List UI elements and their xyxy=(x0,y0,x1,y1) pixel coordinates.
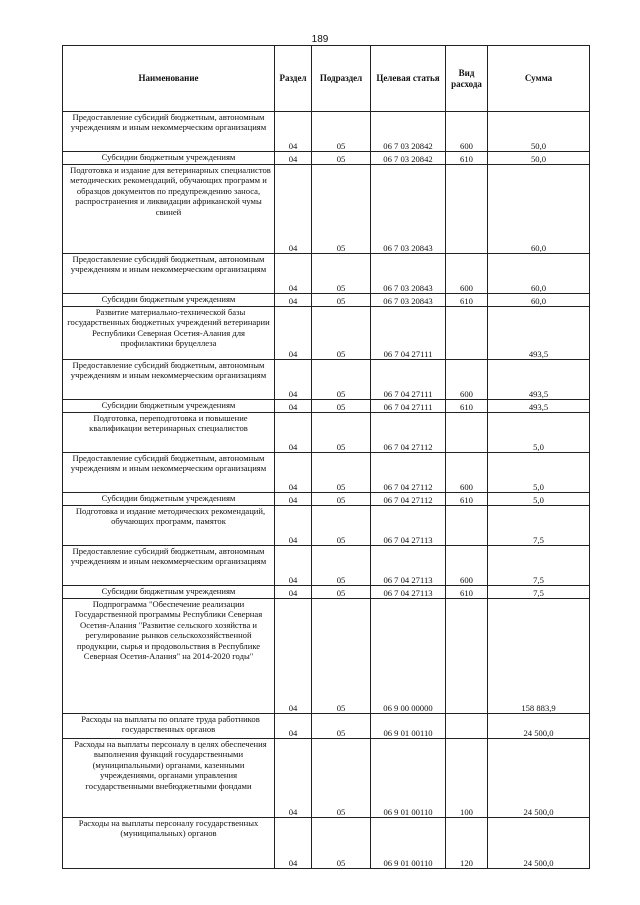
table-row xyxy=(63,294,590,307)
cell-name: Субсидии бюджетным учреждениям xyxy=(63,152,275,165)
cell-razdel: 04 xyxy=(275,294,312,307)
cell-name: Субсидии бюджетным учреждениям xyxy=(63,400,275,413)
cell-summa: 493,5 xyxy=(488,307,590,360)
cell-vid xyxy=(446,307,488,360)
cell-summa: 493,5 xyxy=(488,400,590,413)
cell-podrazdel: 05 xyxy=(312,739,371,818)
cell-statya: 06 7 04 27111 xyxy=(371,400,446,413)
cell-podrazdel: 05 xyxy=(312,714,371,739)
cell-razdel: 04 xyxy=(275,493,312,506)
cell-razdel: 04 xyxy=(275,506,312,546)
cell-summa: 7,5 xyxy=(488,586,590,599)
table-row xyxy=(63,586,590,599)
table-row xyxy=(63,152,590,165)
cell-razdel: 04 xyxy=(275,599,312,714)
cell-summa: 24 500,0 xyxy=(488,739,590,818)
cell-vid: 120 xyxy=(446,818,488,869)
cell-razdel: 04 xyxy=(275,307,312,360)
cell-summa: 60,0 xyxy=(488,254,590,294)
cell-name: Предоставление субсидий бюджетным, автономным учреждениям и иным некоммерческим организациям xyxy=(63,112,275,152)
cell-summa: 60,0 xyxy=(488,165,590,254)
table-row xyxy=(63,546,590,586)
table-row xyxy=(63,493,590,506)
cell-vid: 600 xyxy=(446,453,488,493)
cell-podrazdel: 05 xyxy=(312,360,371,400)
cell-razdel: 04 xyxy=(275,400,312,413)
cell-statya: 06 7 03 20843 xyxy=(371,254,446,294)
cell-summa: 158 883,9 xyxy=(488,599,590,714)
cell-summa: 60,0 xyxy=(488,294,590,307)
cell-summa: 50,0 xyxy=(488,152,590,165)
cell-summa: 7,5 xyxy=(488,506,590,546)
header-razdel: Раздел xyxy=(275,46,312,112)
cell-summa: 5,0 xyxy=(488,453,590,493)
cell-name: Предоставление субсидий бюджетным, автономным учреждениям и иным некоммерческим организациям xyxy=(63,254,275,294)
cell-statya: 06 7 04 27112 xyxy=(371,453,446,493)
cell-vid xyxy=(446,714,488,739)
cell-razdel: 04 xyxy=(275,360,312,400)
table-row xyxy=(63,413,590,453)
cell-razdel: 04 xyxy=(275,152,312,165)
table-row xyxy=(63,112,590,152)
table-row xyxy=(63,739,590,818)
cell-statya: 06 9 01 00110 xyxy=(371,818,446,869)
cell-razdel: 04 xyxy=(275,112,312,152)
cell-podrazdel: 05 xyxy=(312,165,371,254)
cell-podrazdel: 05 xyxy=(312,307,371,360)
cell-vid: 610 xyxy=(446,400,488,413)
cell-vid: 600 xyxy=(446,546,488,586)
cell-podrazdel: 05 xyxy=(312,506,371,546)
header-summa: Сумма xyxy=(488,46,590,112)
cell-statya: 06 7 04 27112 xyxy=(371,493,446,506)
cell-podrazdel: 05 xyxy=(312,254,371,294)
cell-statya: 06 7 03 20843 xyxy=(371,165,446,254)
cell-name: Расходы на выплаты персоналу государственных (муниципальных) органов xyxy=(63,818,275,869)
cell-vid: 610 xyxy=(446,586,488,599)
cell-vid xyxy=(446,413,488,453)
cell-vid: 600 xyxy=(446,112,488,152)
cell-name: Развитие материально-технической базы государственных бюджетных учреждений ветеринарии Республики Северная Осетия-Алания для профилактики бруцеллеза xyxy=(63,307,275,360)
table-row xyxy=(63,714,590,739)
table-row xyxy=(63,165,590,254)
cell-name: Субсидии бюджетным учреждениям xyxy=(63,294,275,307)
cell-vid: 610 xyxy=(446,152,488,165)
cell-summa: 24 500,0 xyxy=(488,818,590,869)
table-row xyxy=(63,254,590,294)
table-row xyxy=(63,360,590,400)
cell-vid: 600 xyxy=(446,360,488,400)
cell-statya: 06 7 03 20843 xyxy=(371,294,446,307)
cell-vid xyxy=(446,599,488,714)
cell-razdel: 04 xyxy=(275,254,312,294)
cell-summa: 5,0 xyxy=(488,413,590,453)
cell-podrazdel: 05 xyxy=(312,152,371,165)
header-statya: Целевая статья xyxy=(371,46,446,112)
cell-razdel: 04 xyxy=(275,453,312,493)
cell-name: Подпрограмма "Обеспечение реализации Государственной программы Республики Северная Осетия-Алания "Развитие сельского хозяйства и регулирование рынков сельскохозяйственной продукции, сырья и продовольствия в Республике Северная Осетия-Алания" на 2014-2020 годы" xyxy=(63,599,275,714)
table-row xyxy=(63,599,590,714)
cell-name: Расходы на выплаты персоналу в целях обеспечения выполнения функций государственными (муниципальными) органами, казенными учреждениями, органами управления государственными внебюджетными фондами xyxy=(63,739,275,818)
cell-statya: 06 7 04 27111 xyxy=(371,307,446,360)
cell-name: Подготовка и издание для ветеринарных специалистов методических рекомендаций, обучающих программ и образцов документов по предупреждению заноса, распространения и ликвидации африканской чумы свиней xyxy=(63,165,275,254)
cell-razdel: 04 xyxy=(275,818,312,869)
cell-statya: 06 7 04 27112 xyxy=(371,413,446,453)
cell-statya: 06 7 04 27113 xyxy=(371,586,446,599)
cell-vid: 610 xyxy=(446,294,488,307)
page-number: 189 xyxy=(311,34,329,45)
cell-razdel: 04 xyxy=(275,739,312,818)
cell-podrazdel: 05 xyxy=(312,400,371,413)
cell-name: Предоставление субсидий бюджетным, автономным учреждениям и иным некоммерческим организациям xyxy=(63,360,275,400)
cell-name: Предоставление субсидий бюджетным, автономным учреждениям и иным некоммерческим организациям xyxy=(63,453,275,493)
header-podrazdel: Подраздел xyxy=(312,46,371,112)
cell-statya: 06 9 01 00110 xyxy=(371,739,446,818)
table-row xyxy=(63,818,590,869)
cell-summa: 493,5 xyxy=(488,360,590,400)
table-row xyxy=(63,453,590,493)
cell-razdel: 04 xyxy=(275,165,312,254)
cell-name: Субсидии бюджетным учреждениям xyxy=(63,493,275,506)
cell-summa: 24 500,0 xyxy=(488,714,590,739)
cell-summa: 5,0 xyxy=(488,493,590,506)
cell-podrazdel: 05 xyxy=(312,546,371,586)
cell-razdel: 04 xyxy=(275,546,312,586)
table-row xyxy=(63,506,590,546)
cell-vid xyxy=(446,165,488,254)
cell-name: Предоставление субсидий бюджетным, автономным учреждениям и иным некоммерческим организациям xyxy=(63,546,275,586)
cell-statya: 06 9 01 00110 xyxy=(371,714,446,739)
budget-table xyxy=(62,45,590,869)
table-row xyxy=(63,400,590,413)
cell-summa: 50,0 xyxy=(488,112,590,152)
cell-razdel: 04 xyxy=(275,413,312,453)
cell-vid: 600 xyxy=(446,254,488,294)
cell-name: Расходы на выплаты по оплате труда работников государственных органов xyxy=(63,714,275,739)
cell-name: Подготовка, переподготовка и повышение квалификации ветеринарных специалистов xyxy=(63,413,275,453)
cell-statya: 06 7 03 20842 xyxy=(371,152,446,165)
header-vid: Вид расхода xyxy=(446,46,488,112)
cell-podrazdel: 05 xyxy=(312,112,371,152)
table-header-row xyxy=(63,46,590,112)
cell-summa: 7,5 xyxy=(488,546,590,586)
cell-podrazdel: 05 xyxy=(312,586,371,599)
cell-statya: 06 7 03 20842 xyxy=(371,112,446,152)
cell-razdel: 04 xyxy=(275,714,312,739)
cell-vid: 610 xyxy=(446,493,488,506)
cell-podrazdel: 05 xyxy=(312,294,371,307)
cell-vid: 100 xyxy=(446,739,488,818)
cell-vid xyxy=(446,506,488,546)
cell-podrazdel: 05 xyxy=(312,453,371,493)
cell-podrazdel: 05 xyxy=(312,818,371,869)
cell-podrazdel: 05 xyxy=(312,493,371,506)
cell-statya: 06 9 00 00000 xyxy=(371,599,446,714)
header-name: Наименование xyxy=(63,46,275,112)
cell-statya: 06 7 04 27113 xyxy=(371,546,446,586)
table-row xyxy=(63,307,590,360)
cell-name: Подготовка и издание методических рекомендаций, обучающих программ, памяток xyxy=(63,506,275,546)
cell-statya: 06 7 04 27111 xyxy=(371,360,446,400)
cell-podrazdel: 05 xyxy=(312,413,371,453)
cell-razdel: 04 xyxy=(275,586,312,599)
cell-name: Субсидии бюджетным учреждениям xyxy=(63,586,275,599)
cell-statya: 06 7 04 27113 xyxy=(371,506,446,546)
cell-podrazdel: 05 xyxy=(312,599,371,714)
